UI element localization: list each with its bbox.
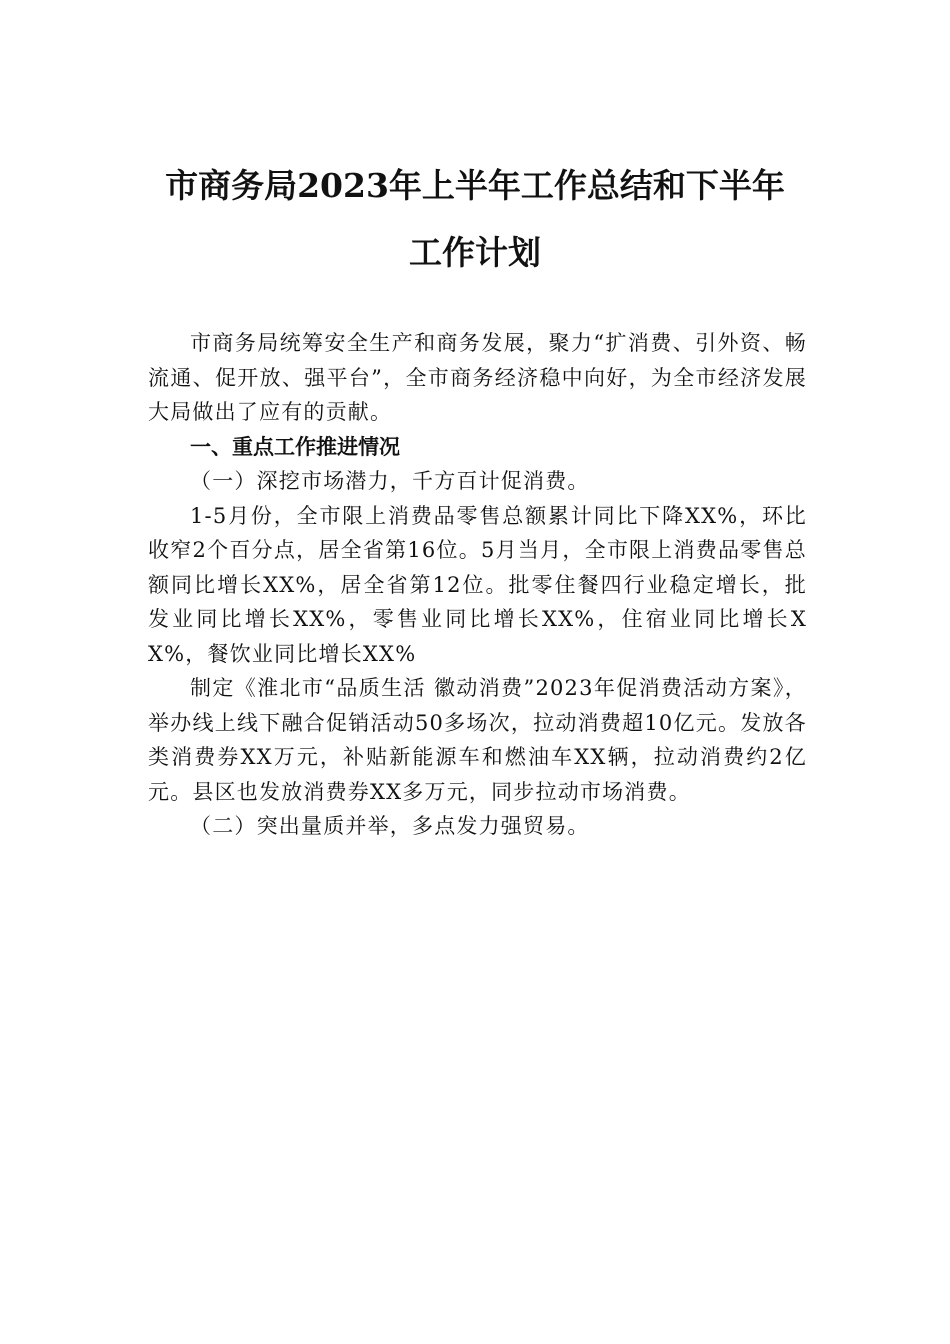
subsection-heading-2: （二）突出量质并举，多点发力强贸易。: [190, 814, 590, 838]
consumption-stats-paragraph: 1-5月份，全市限上消费品零售总额累计同比下降XX%，环比收窄2个百分点，居全省第16位。5月当月，全市限上消费品零售总额同比增长XX%，居全省第12位。批零住餐四行业稳定增长，批发业同比增长XX%，零售业同比增长XX%，住宿业同比增长XX%，餐饮业同比增长XX%: [148, 503, 807, 666]
document-title-line-1: 市商务局2023年上半年工作总结和下半年: [165, 166, 785, 205]
subsection-heading-1: （一）深挖市场潜力，千方百计促消费。: [190, 469, 590, 493]
promotion-activities-paragraph: 制定《淮北市“品质生活 徽动消费”2023年促消费活动方案》，举办线上线下融合促销活动50多场次，拉动消费超10亿元。发放各类消费券XX万元，补贴新能源车和燃油车XX辆，拉动消费约2亿元。县区也发放消费券XX多万元，同步拉动市场消费。: [148, 676, 807, 804]
document-body: [148, 326, 807, 844]
document-title-line-2: 工作计划: [409, 233, 541, 272]
intro-paragraph: 市商务局统筹安全生产和商务发展，聚力“扩消费、引外资、畅流通、促开放、强平台”，全市商务经济稳中向好，为全市经济发展大局做出了应有的贡献。: [148, 331, 807, 424]
section-heading-1: 一、重点工作推进情况: [190, 434, 400, 459]
